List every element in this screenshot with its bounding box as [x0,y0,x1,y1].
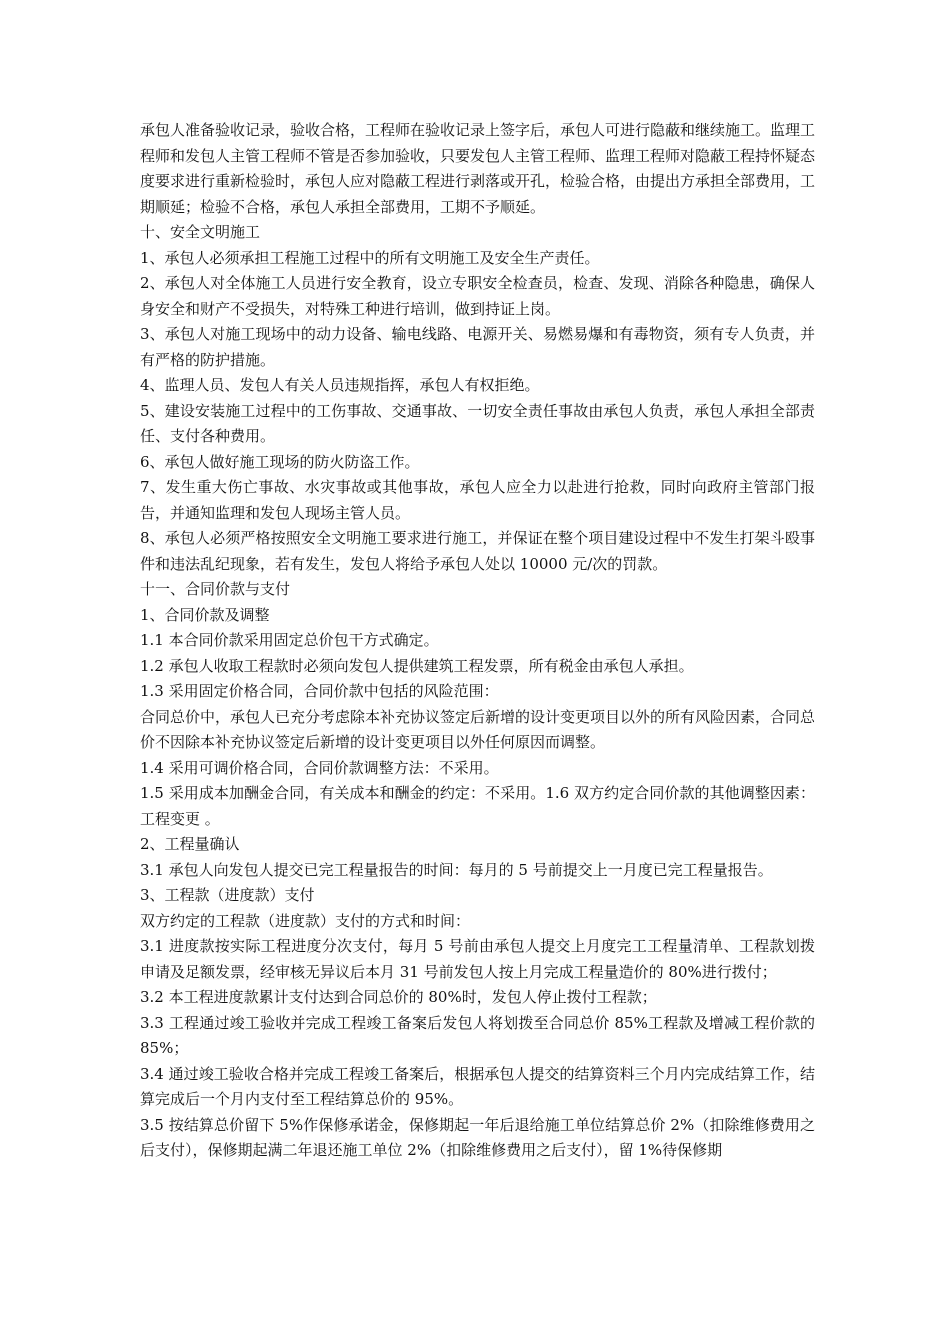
subheading-price-adjustment: 1、合同价款及调整 [140,605,270,624]
safety-clause-5: 5、建设安装施工过程中的工伤事故、交通事故、一切安全责任事故由承包人负责，承包人承担全部责任、支付各种费用。 [140,401,815,445]
safety-clause-1: 1、承包人必须承担工程施工过程中的所有文明施工及安全生产责任。 [140,248,600,267]
paragraph-concealed-works-inspection: 承包人准备验收记录，验收合格，工程师在验收记录上签字后，承包人可进行隐蔽和继续施工。监理工程师和发包人主管工程师不管是否参加验收，只要发包人主管工程师、监理工程师对隐蔽工程持怀疑态度要求进行重新检验时，承包人应对隐蔽工程进行剥落或开孔，检验合格，由提出方承担全部费用，工期顺延；检验不合格，承包人承担全部费用，工期不予顺延。 [140,121,816,216]
clause-3-1: 3.1 进度款按实际工程进度分次支付，每月 5 号前由承包人提交上月度完工工程量清单、工程款划拨申请及足额发票，经审核无异议后本月 31 号前发包人按上月完成工程量造价的 80%进行拨付； [140,937,815,981]
clause-1-4: 1.4 采用可调价格合同，合同价款调整方法：不采用。 [140,758,499,777]
clause-1-1: 1.1 本合同价款采用固定总价包干方式确定。 [140,631,439,649]
section-heading-contract-price: 十一、合同价款与支付 [140,580,291,598]
safety-clause-8: 8、承包人必须严格按照安全文明施工要求进行施工，并保证在整个项目建设过程中不发生打架斗殴事件和违法乱纪现象，若有发生，发包人将给予承包人处以 10000 元/次的罚款。 [140,529,815,573]
section-heading-safety: 十、安全文明施工 [140,223,261,241]
paragraph-payment-method: 双方约定的工程款（进度款）支付的方式和时间： [140,911,471,930]
clause-3-5: 3.5 按结算总价留下 5%作保修承诺金，保修期起一年后退给施工单位结算总价 2%（扣除维修费用之后支付），保修期起满二年退还施工单位 2%（扣除维修费用之后支付），留 1%待保修期 [140,1115,815,1159]
clause-3-4: 3.4 通过竣工验收合格并完成工程竣工备案后，根据承包人提交的结算资料三个月内完成结算工作，结算完成后一个月内支付至工程结算总价的 95%。 [140,1064,815,1108]
clause-3-2: 3.2 本工程进度款累计支付达到合同总价的 80%时，发包人停止拨付工程款； [140,988,657,1006]
subheading-progress-payment: 3、工程款（进度款）支付 [140,886,315,904]
safety-clause-6: 6、承包人做好施工现场的防火防盗工作。 [140,452,420,471]
clause-3-3: 3.3 工程通过竣工验收并完成工程竣工备案后发包人将划拨至合同总价 85%工程款及增减工程价款的 85%； [140,1013,815,1057]
document-page [140,118,815,1164]
clause-1-3: 1.3 采用固定价格合同，合同价款中包括的风险范围： [140,682,499,700]
safety-clause-7: 7、发生重大伤亡事故、水灾事故或其他事故，承包人应全力以赴进行抢救，同时向政府主管部门报告，并通知监理和发包人现场主管人员。 [140,478,815,522]
safety-clause-2: 2、承包人对全体施工人员进行安全教育，设立专职安全检查员，检查、发现、消除各种隐患，确保人身安全和财产不受损失，对特殊工种进行培训，做到持证上岗。 [140,274,815,318]
clause-1-5-1-6: 1.5 采用成本加酬金合同，有关成本和酬金的约定：不采用。1.6 双方约定合同价款的其他调整因素： 工程变更 。 [140,784,815,828]
safety-clause-3: 3、承包人对施工现场中的动力设备、输电线路、电源开关、易燃易爆和有毒物资，须有专人负责，并有严格的防护措施。 [140,325,815,369]
paragraph-risk-scope: 合同总价中，承包人已充分考虑除本补充协议签定后新增的设计变更项目以外的所有风险因素，合同总价不因除本补充协议签定后新增的设计变更项目以外任何原因而调整。 [140,707,816,751]
clause-quantity-report: 3.1 承包人向发包人提交已完工程量报告的时间：每月的 5 号前提交上一月度已完工程量报告。 [140,860,773,879]
subheading-quantity-confirmation: 2、工程量确认 [140,835,240,853]
clause-1-2: 1.2 承包人收取工程款时必须向发包人提供建筑工程发票，所有税金由承包人承担。 [140,656,694,675]
safety-clause-4: 4、监理人员、发包人有关人员违规指挥，承包人有权拒绝。 [140,376,540,394]
